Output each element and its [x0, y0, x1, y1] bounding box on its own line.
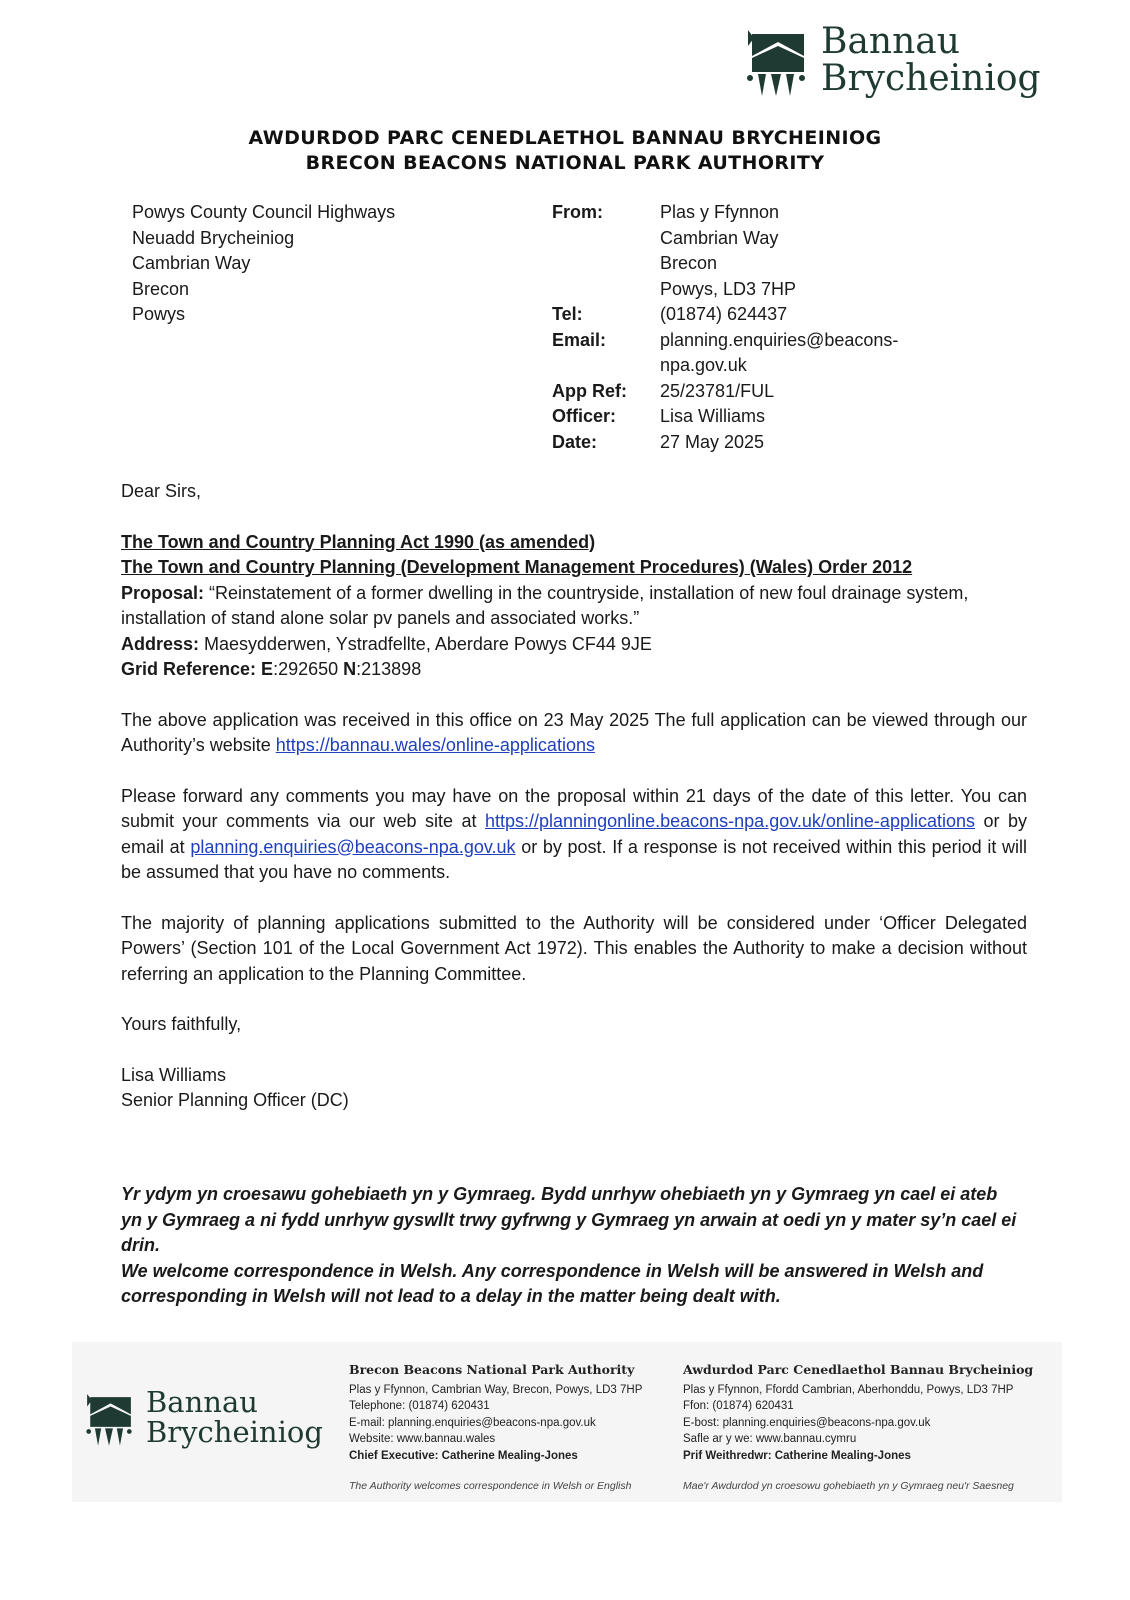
tel-label: Tel:: [552, 304, 583, 324]
footer-logo-line1: Bannau: [146, 1385, 258, 1419]
proposal-text: “Reinstatement of a former dwelling in the countryside, installation of new foul drainage system, installation of stand alone solar pv panels and associated works.”: [121, 582, 969, 628]
from-row: [552, 251, 932, 277]
footer-english-contact: [349, 1362, 669, 1495]
paragraph-delegated-powers: The majority of planning applications submitted to the Authority will be considered under ‘Officer Delegated Powers’ (Section 101 of the Local Government Act 1972). This enables the Authority to make a decision without referring an application to the Planning Committee.: [121, 912, 1027, 984]
footer-welsh-contact: [683, 1362, 1053, 1495]
received-text: The above application was received in this office on 23 May 2025 The full application can be viewed through our Authority’s website: [121, 709, 1027, 755]
recipient-line: Powys: [132, 304, 186, 324]
from-line: Powys, LD3 7HP: [660, 278, 797, 299]
date-label: Date:: [552, 431, 598, 452]
order-heading: The Town and Country Planning (Development Management Procedures) (Wales) Order 2012: [121, 557, 913, 577]
signatory-title: Senior Planning Officer (DC): [121, 1090, 349, 1110]
logo-wordmark-line1: Bannau: [821, 21, 960, 62]
comments-text: or by email at: [121, 811, 1027, 857]
footer-english-line: Telephone: (01874) 620431: [349, 1400, 490, 1412]
letter-body: [121, 479, 1027, 1114]
footer-english-line: Website: www.bannau.wales: [349, 1433, 496, 1445]
authority-title-welsh: AWDURDOD PARC CENEDLAETHOL BANNAU BRYCHEINIOG: [248, 127, 882, 149]
paragraph-comments: [121, 784, 1027, 886]
online-applications-link[interactable]: https://bannau.wales/online-applications: [275, 735, 595, 755]
from-row: [552, 200, 932, 226]
email-label: Email:: [552, 329, 607, 350]
footer-welsh-note: Mae'r Awdurdod yn croesowu gohebiaeth yn y Gymraeg neu'r Saesneg: [683, 1480, 1014, 1492]
comments-text: Please forward any comments you may have on the proposal within 21 days of the date of this letter. You can submit your comments via our web site at: [121, 785, 1027, 831]
signatory-name: Lisa Williams: [121, 1064, 227, 1085]
recipient-line: Cambrian Way: [132, 253, 251, 273]
email-row: [552, 353, 932, 379]
logo-wordmark-line2: Brycheiniog: [821, 58, 1041, 99]
from-line: Brecon: [660, 253, 718, 273]
date-value: 27 May 2025: [660, 431, 765, 452]
email-row: [552, 328, 932, 354]
proposal: [121, 581, 1027, 632]
appref-value: 25/23781/FUL: [660, 380, 775, 401]
grid-label: Grid Reference:: [121, 659, 262, 679]
recipient-line: Brecon: [132, 278, 190, 299]
from-row: [552, 277, 932, 303]
footer-english-line: E-mail: planning.enquiries@beacons-npa.gov.uk: [349, 1416, 596, 1429]
bannau-logo-icon: [744, 26, 808, 98]
welsh-language-statement: [121, 1182, 1017, 1310]
bannau-logo-icon: [84, 1390, 134, 1448]
footer-english-heading: Brecon Beacons National Park Authority: [349, 1362, 635, 1377]
appref-row: [552, 379, 932, 405]
email-value-cont: npa.gov.uk: [660, 355, 747, 375]
footer-welsh-line: Safle ar y we: www.bannau.cymru: [683, 1433, 857, 1445]
footer-english-note: The Authority welcomes correspondence in Welsh or English: [349, 1480, 632, 1492]
from-row: [552, 226, 932, 252]
officer-label: Officer:: [552, 406, 617, 426]
officer-row: [552, 404, 932, 430]
grid-e-label: E: [261, 659, 274, 679]
welsh-statement-en: We welcome correspondence in Welsh. Any correspondence in Welsh will be answered in Welsh and corresponding in Welsh will not lead to a delay in the matter being dealt with.: [121, 1260, 984, 1306]
planning-online-link[interactable]: https://planningonline.beacons-npa.gov.uk/online-applications: [484, 811, 975, 831]
from-line: Cambrian Way: [660, 227, 779, 248]
grid-reference: [121, 657, 1027, 683]
footer-welsh-line: Plas y Ffynnon, Ffordd Cambrian, Aberhonddu, Powys, LD3 7HP: [683, 1383, 1014, 1396]
act-heading: The Town and Country Planning Act 1990 (as amended): [121, 531, 596, 552]
welsh-statement-cy: Yr ydym yn croesawu gohebiaeth yn y Gymraeg. Bydd unrhyw ohebiaeth yn y Gymraeg yn cael ei ateb yn y Gymraeg a ni fydd unrhyw gyswllt trwy gyfrwng y Gymraeg yn arwain at oedi yn y mater sy’n cael ei drin.: [121, 1184, 1017, 1255]
footer-welsh-line: Ffon: (01874) 620431: [683, 1400, 794, 1412]
tel-value: (01874) 624437: [660, 304, 788, 324]
from-label: From:: [552, 202, 603, 222]
appref-label: App Ref:: [552, 380, 627, 401]
grid-n-label: N: [343, 659, 357, 679]
planning-email-link[interactable]: planning.enquiries@beacons-npa.gov.uk: [190, 836, 516, 857]
grid-e-value: :292650: [273, 659, 344, 679]
comments-text: or by post. If a response is not received within this period it will be assumed that you have no comments.: [121, 836, 1028, 882]
recipient-line: Powys County Council Highways: [132, 202, 396, 222]
footer-english-chief-exec: Chief Executive: Catherine Mealing-Jones: [349, 1449, 578, 1462]
proposal-label: Proposal:: [121, 582, 205, 603]
footer: [72, 1342, 1062, 1502]
officer-value: Lisa Williams: [660, 406, 766, 426]
header-logo: [744, 21, 1041, 104]
recipient-line: Neuadd Brycheiniog: [132, 227, 295, 248]
recipient-address: [132, 200, 452, 328]
email-value: planning.enquiries@beacons-: [660, 329, 899, 350]
address-label: Address:: [121, 633, 200, 654]
footer-welsh-heading: Awdurdod Parc Cenedlaethol Bannau Brycheiniog: [683, 1362, 1034, 1377]
authority-title-english: BRECON BEACONS NATIONAL PARK AUTHORITY: [305, 152, 825, 174]
date-row: [552, 430, 932, 456]
footer-english-line: Plas y Ffynnon, Cambrian Way, Brecon, Powys, LD3 7HP: [349, 1383, 643, 1396]
footer-logo-line2: Brycheiniog: [146, 1415, 323, 1449]
salutation: Dear Sirs,: [121, 481, 202, 501]
from-line: Plas y Ffynnon: [660, 202, 780, 222]
site-address: [121, 632, 1027, 658]
closing: Yours faithfully,: [121, 1014, 242, 1034]
paragraph-received: [121, 708, 1027, 759]
letter-info-block: [552, 200, 932, 455]
grid-n-value: :213898: [356, 659, 422, 679]
footer-welsh-line: E-bost: planning.enquiries@beacons-npa.gov.uk: [683, 1416, 931, 1429]
footer-welsh-chief-exec: Prif Weithredwr: Catherine Mealing-Jones: [683, 1449, 911, 1462]
tel-row: [552, 302, 932, 328]
address-text: Maesydderwen, Ystradfellte, Aberdare Powys CF44 9JE: [199, 633, 652, 654]
